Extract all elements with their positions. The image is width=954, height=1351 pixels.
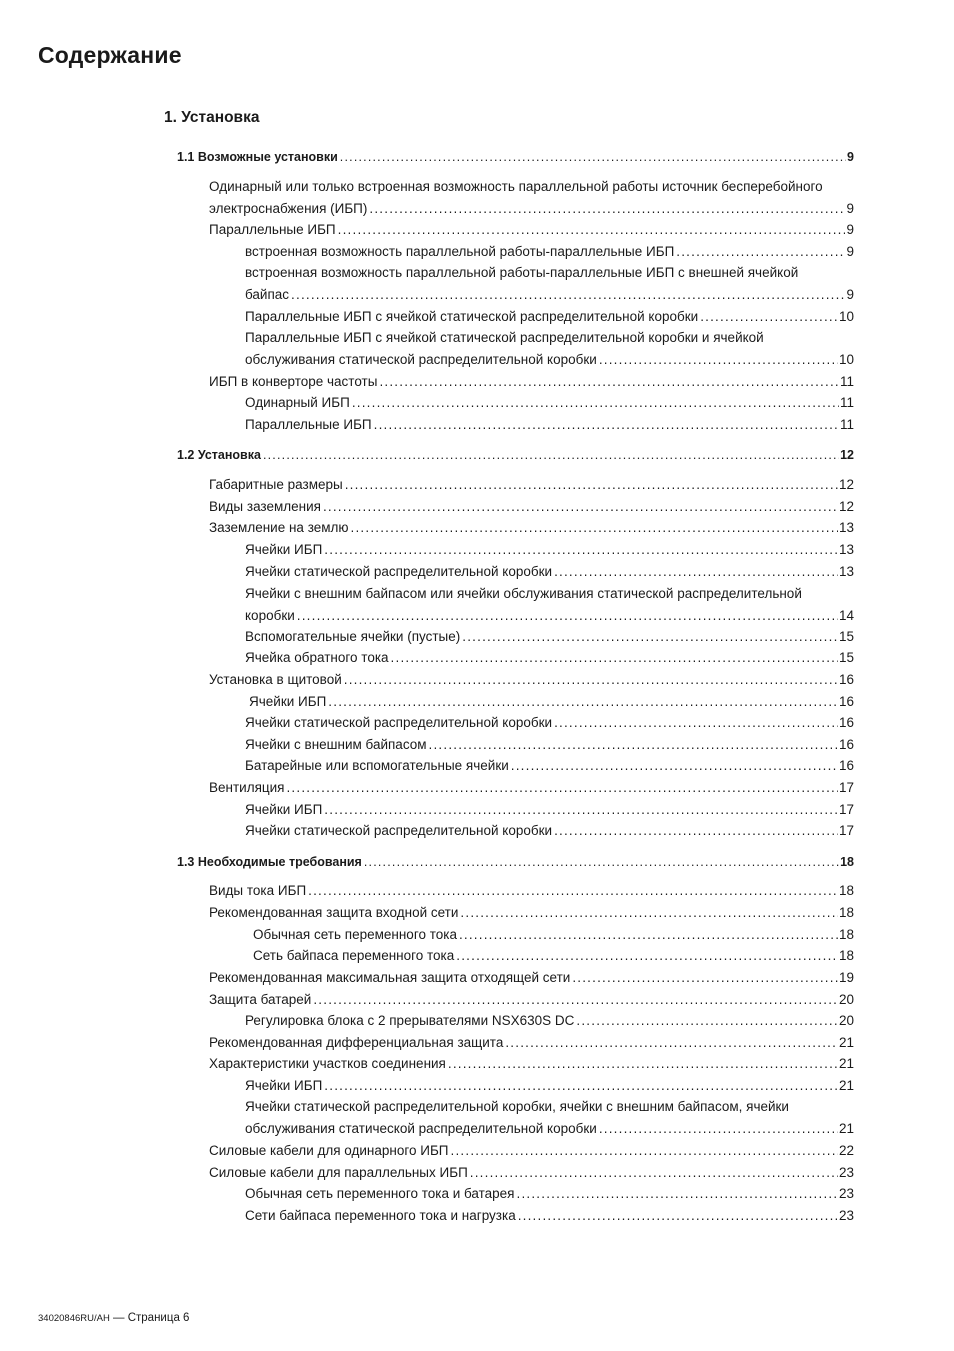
toc-entry-title: Параллельные ИБП с ячейкой статической распределительной коробки — [245, 309, 699, 324]
toc-entry-text-line: Ячейки статической распределительной коробки, ячейки с внешним байпасом, ячейки — [245, 1099, 789, 1114]
toc-entry[interactable] — [245, 712, 854, 734]
toc-page-number: 16 — [838, 715, 854, 730]
toc-entry[interactable] — [253, 924, 854, 946]
toc-entry-title: Рекомендованная дифференциальная защита — [209, 1035, 504, 1050]
toc-entry[interactable] — [245, 799, 854, 821]
toc-page-number: 23 — [838, 1165, 854, 1180]
toc-entry-title: Рекомендованная защита входной сети — [209, 905, 459, 920]
toc-entry-title: 1.2 Установка — [177, 448, 261, 462]
toc-entry[interactable] — [209, 1140, 854, 1162]
toc-entry-title: Заземление на землю — [209, 520, 349, 535]
toc-page-number: 11 — [839, 417, 854, 432]
toc-entry-title: Силовые кабели для параллельных ИБП — [209, 1165, 468, 1180]
toc-entry-text-line: Параллельные ИБП с ячейкой статической распределительной коробки и ячейкой — [245, 330, 764, 345]
toc-entry[interactable] — [245, 1205, 854, 1227]
footer-separator: — — [109, 1312, 128, 1324]
document-code: 34020846RU/AH — [38, 1313, 110, 1324]
dot-leader — [599, 349, 838, 371]
toc-entry-title: Установка в щитовой — [209, 672, 342, 687]
toc-entry-title: Параллельные ИБП — [209, 222, 336, 237]
toc-entry[interactable] — [209, 777, 854, 799]
toc-entry[interactable] — [209, 880, 854, 902]
toc-entry[interactable] — [245, 1075, 854, 1097]
toc-section-entry[interactable] — [177, 147, 854, 169]
toc-page-number: 16 — [838, 694, 854, 709]
toc-entry[interactable] — [245, 392, 854, 414]
toc-entry[interactable] — [253, 945, 854, 967]
toc-entry-title: Ячейки статической распределительной коробки — [245, 715, 553, 730]
toc-entry[interactable] — [245, 626, 854, 648]
toc-page-number: 15 — [838, 650, 854, 665]
toc-entry[interactable] — [245, 262, 854, 305]
dot-leader — [291, 284, 845, 306]
toc-entry-line — [209, 371, 854, 393]
toc-entry-line — [245, 349, 854, 371]
toc-page-number: 13 — [838, 542, 854, 557]
dot-leader — [324, 799, 838, 821]
toc-entry[interactable] — [209, 371, 854, 393]
toc-entry[interactable] — [209, 517, 854, 539]
toc-page-number: 12 — [838, 477, 854, 492]
toc-page-number: 20 — [838, 992, 854, 1007]
toc-entry-text-line: Одинарный или только встроенная возможность параллельной работы источник бесперебойного — [209, 179, 823, 194]
toc-entry-title: коробки — [245, 607, 295, 623]
toc-entry[interactable] — [245, 820, 854, 842]
toc-page-number: 9 — [847, 150, 854, 164]
dot-leader — [391, 647, 838, 669]
toc-page-number: 21 — [838, 1056, 854, 1071]
dot-leader — [297, 605, 838, 627]
dot-leader — [554, 561, 838, 583]
toc-entry-line — [245, 284, 854, 306]
toc-entry-line — [245, 241, 854, 263]
toc-entry[interactable] — [209, 176, 854, 219]
toc-page-number: 11 — [839, 395, 854, 410]
toc-page-number: 21 — [838, 1078, 854, 1093]
toc-entry-line — [209, 1140, 854, 1162]
toc-section-entry[interactable] — [177, 445, 854, 467]
toc-entry-title: Вентиляция — [209, 780, 285, 795]
toc-entry-title: Ячейки с внешним байпасом — [245, 737, 427, 752]
toc-entry[interactable] — [245, 414, 854, 436]
toc-entry-title: Ячейки ИБП — [249, 694, 327, 709]
toc-entry-title: Характеристики участков соединения — [209, 1056, 446, 1071]
toc-entry-title: Параллельные ИБП — [245, 417, 372, 432]
toc-entry-line — [177, 147, 854, 169]
dot-leader — [323, 496, 838, 518]
toc-entry-title: обслуживания статической распределительной коробки — [245, 1120, 597, 1136]
toc-page-number: 10 — [838, 309, 854, 324]
dot-leader — [517, 1183, 838, 1205]
toc-page-number: 11 — [839, 374, 854, 389]
toc-entry[interactable] — [209, 902, 854, 924]
toc-page-number: 21 — [838, 1035, 854, 1050]
toc-page-number: 13 — [838, 520, 854, 535]
toc-entry-line — [245, 1118, 854, 1140]
toc-entry[interactable] — [209, 669, 854, 691]
toc-entry-title: Обычная сеть переменного тока — [253, 927, 457, 942]
toc-page-number: 15 — [838, 629, 854, 644]
dot-leader — [369, 198, 845, 220]
dot-leader — [460, 902, 838, 924]
toc-page-number: 16 — [838, 672, 854, 687]
toc-entry[interactable] — [245, 1010, 854, 1032]
toc-entry-line — [249, 691, 854, 713]
page-footer — [38, 1312, 189, 1324]
toc-entry-line — [209, 902, 854, 924]
toc-page-number: 13 — [838, 564, 854, 579]
toc-page-number: 18 — [838, 948, 854, 963]
toc-entry-title: ИБП в конверторе частоты — [209, 374, 378, 389]
toc-entry[interactable] — [209, 1162, 854, 1184]
toc-entry[interactable] — [245, 1096, 854, 1139]
dot-leader — [511, 755, 838, 777]
toc-page-number: 9 — [846, 244, 854, 259]
toc-entry-line — [245, 605, 854, 627]
dot-leader — [599, 1118, 838, 1140]
toc-entry-title: Вспомогательные ячейки (пустые) — [245, 629, 461, 644]
toc-entry-line — [209, 1053, 854, 1075]
dot-leader — [676, 241, 845, 263]
toc-page-number: 12 — [840, 448, 854, 462]
toc-page-number: 12 — [838, 499, 854, 514]
dot-leader — [379, 371, 839, 393]
toc-entry-line — [209, 219, 854, 241]
dot-leader — [328, 691, 838, 713]
toc-entry-title: Виды заземления — [209, 499, 321, 514]
dot-leader — [505, 1032, 838, 1054]
dot-leader — [572, 967, 838, 989]
toc-page-number: 22 — [838, 1143, 854, 1158]
toc-entry-line — [245, 626, 854, 648]
toc-entry-line — [177, 852, 854, 874]
toc-entry-line — [209, 880, 854, 902]
dot-leader — [338, 219, 846, 241]
toc-entry-title: Габаритные размеры — [209, 477, 343, 492]
toc-entry-line — [245, 1010, 854, 1032]
dot-leader — [451, 1140, 838, 1162]
toc-entry[interactable] — [209, 219, 854, 241]
toc-entry-line — [245, 539, 854, 561]
toc-entry[interactable] — [245, 734, 854, 756]
toc-entry[interactable] — [245, 539, 854, 561]
toc-entry-title: Ячейка обратного тока — [245, 650, 389, 665]
dot-leader — [554, 820, 838, 842]
toc-entry-title: обслуживания статической распределительной коробки — [245, 351, 597, 367]
dot-leader — [352, 392, 839, 414]
toc-page-number: 17 — [838, 823, 854, 838]
dot-leader — [313, 989, 838, 1011]
dot-leader — [351, 517, 838, 539]
toc-entry-text-line: Ячейки с внешним байпасом или ячейки обслуживания статической распределительной — [245, 586, 802, 601]
toc-entry-title: Силовые кабели для одинарного ИБП — [209, 1143, 449, 1158]
toc-page-number: 18 — [838, 883, 854, 898]
dot-leader — [448, 1053, 838, 1075]
dot-leader — [576, 1010, 838, 1032]
dot-leader — [459, 924, 838, 946]
toc-entry-title: Батарейные или вспомогательные ячейки — [245, 758, 509, 773]
toc-entry-line — [245, 647, 854, 669]
dot-leader — [344, 669, 838, 691]
toc-entry-line — [209, 669, 854, 691]
toc-page-number: 16 — [838, 737, 854, 752]
toc-entry-line — [209, 474, 854, 496]
toc-entry-line — [245, 799, 854, 821]
toc-entry-line — [245, 755, 854, 777]
toc-entry[interactable] — [209, 989, 854, 1011]
toc-page-number: 18 — [838, 927, 854, 942]
toc-entry[interactable] — [245, 583, 854, 626]
toc-page-number: 9 — [846, 286, 854, 302]
toc-entry-line — [209, 989, 854, 1011]
toc-page-number: 23 — [838, 1208, 854, 1223]
dot-leader — [324, 1075, 838, 1097]
toc-entry-line — [209, 967, 854, 989]
toc-section-entry[interactable] — [177, 852, 854, 874]
dot-leader — [700, 306, 838, 328]
toc-entry[interactable] — [245, 306, 854, 328]
toc-entry-line — [245, 1205, 854, 1227]
toc-entry-title: Ячейки статической распределительной коробки — [245, 823, 553, 838]
toc-entry[interactable] — [245, 755, 854, 777]
page-title: Содержание — [38, 42, 182, 68]
toc-entry-title: Обычная сеть переменного тока и батарея — [245, 1186, 515, 1201]
toc-entry-line — [253, 945, 854, 967]
toc-entry[interactable] — [209, 1053, 854, 1075]
toc-page-number: 17 — [838, 780, 854, 795]
toc-entry-line — [245, 712, 854, 734]
dot-leader — [554, 712, 838, 734]
toc-entry-title: Ячейки статической распределительной коробки — [245, 564, 553, 579]
dot-leader — [364, 852, 839, 874]
toc-entry-title: Регулировка блока с 2 прерывателями NSX630S DC — [245, 1013, 575, 1028]
toc-entry[interactable] — [245, 241, 854, 263]
dot-leader — [308, 880, 838, 902]
toc-page-number: 17 — [838, 802, 854, 817]
toc-entry[interactable] — [209, 474, 854, 496]
dot-leader — [286, 777, 838, 799]
chapter-title: 1. Установка — [164, 109, 260, 126]
toc-entry[interactable] — [209, 1032, 854, 1054]
toc-entry[interactable] — [245, 561, 854, 583]
toc-entry-title: встроенная возможность параллельной работы-параллельные ИБП — [245, 244, 675, 259]
toc-entry[interactable] — [209, 967, 854, 989]
toc-entry-title: Сеть байпаса переменного тока — [253, 948, 455, 963]
toc-entry-title: Рекомендованная максимальная защита отходящей сети — [209, 970, 571, 985]
toc-entry-title: Ячейки ИБП — [245, 802, 323, 817]
dot-leader — [518, 1205, 838, 1227]
dot-leader — [324, 539, 838, 561]
toc-page-number: 18 — [840, 855, 854, 869]
toc-entry-line — [209, 517, 854, 539]
toc-entry-line — [209, 1162, 854, 1184]
toc-entry-line — [245, 1183, 854, 1205]
dot-leader — [456, 945, 838, 967]
toc-entry-line — [253, 924, 854, 946]
toc-page-number: 20 — [838, 1013, 854, 1028]
dot-leader — [340, 147, 846, 169]
toc-entry-line — [177, 445, 854, 467]
toc-entry-title: Ячейки ИБП — [245, 542, 323, 557]
toc-entry-line — [209, 496, 854, 518]
toc-page-number: 21 — [838, 1120, 854, 1136]
toc-entry-line — [245, 306, 854, 328]
toc-entry-title: 1.3 Необходимые требования — [177, 855, 362, 869]
toc-page-number: 23 — [838, 1186, 854, 1201]
dot-leader — [263, 445, 839, 467]
toc-entry-line — [245, 561, 854, 583]
toc-entry[interactable] — [249, 691, 854, 713]
toc-entry-line — [245, 820, 854, 842]
toc-entry-title: байпас — [245, 286, 290, 302]
dot-leader — [470, 1162, 838, 1184]
toc-entry-title: Одинарный ИБП — [245, 395, 350, 410]
toc-entry-line — [245, 414, 854, 436]
toc-entry-title: Сети байпаса переменного тока и нагрузка — [245, 1208, 516, 1223]
toc-entry-line — [245, 1075, 854, 1097]
toc-entry[interactable] — [245, 647, 854, 669]
toc-entry-title: электроснабжения (ИБП) — [209, 200, 368, 216]
toc-page-number: 9 — [846, 200, 854, 216]
toc-entry-title: Защита батарей — [209, 992, 312, 1007]
toc-entry-text-line: встроенная возможность параллельной работы-параллельные ИБП с внешней ячейкой — [245, 265, 799, 280]
dot-leader — [462, 626, 838, 648]
toc-entry[interactable] — [209, 496, 854, 518]
toc-entry[interactable] — [245, 1183, 854, 1205]
dot-leader — [345, 474, 838, 496]
toc-page-number: 9 — [846, 222, 854, 237]
toc-page-number: 10 — [838, 351, 854, 367]
toc-page-number: 16 — [838, 758, 854, 773]
toc-page-number: 19 — [838, 970, 854, 985]
toc-page-number: 14 — [838, 607, 854, 623]
toc-entry[interactable] — [245, 327, 854, 370]
toc-entry-title: 1.1 Возможные установки — [177, 150, 338, 164]
toc-entry-line — [209, 777, 854, 799]
toc-entry-line — [245, 392, 854, 414]
toc-entry-title: Ячейки ИБП — [245, 1078, 323, 1093]
dot-leader — [429, 734, 838, 756]
page-number: Страница 6 — [127, 1312, 190, 1324]
toc-page-number: 18 — [838, 905, 854, 920]
toc-entry-line — [209, 198, 854, 220]
dot-leader — [374, 414, 839, 436]
toc-entry-title: Виды тока ИБП — [209, 883, 307, 898]
toc-entry-line — [209, 1032, 854, 1054]
toc-entry-line — [245, 734, 854, 756]
